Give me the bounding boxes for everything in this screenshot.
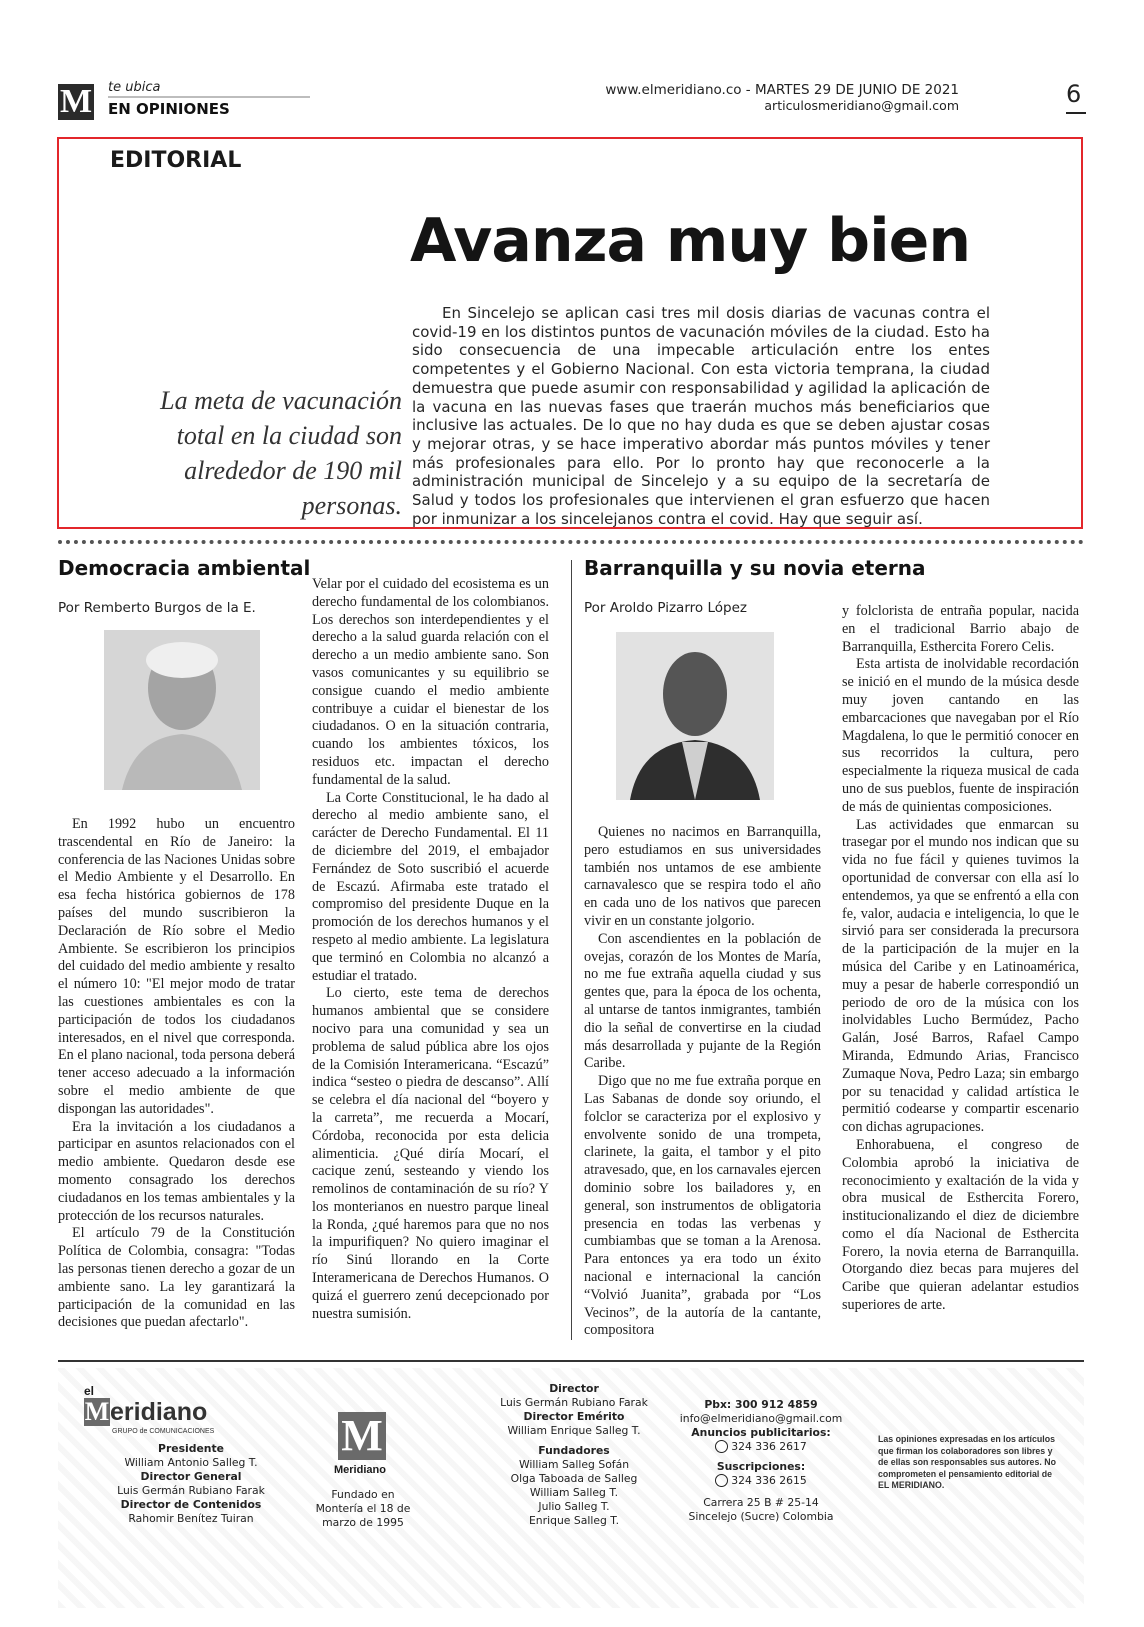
paragraph: La Corte Constitucional, le ha dado al derecho al medio ambiente sano, el carácter de Derecho Fundamental. El 11 de diciembre del 2019, el embajador Fernández de Soto suscribió el acuerde de Escazú. Afirmaba este tratado el compromiso del presidente Duque en la promoción de los derechos humanos y el respeto al medio ambiente. La legislatura que terminó en Colombia no alcanzó a estudiar el tratado. — [312, 789, 549, 984]
editorial-pull-quote: La meta de vacunación total en la ciudad son alrededor de 190 mil personas. — [160, 386, 402, 520]
paragraph: Lo cierto, este tema de derechos humanos ambiental que se considere nocivo para una comunidad y sea un problema de salud pública abre los ojos de la Comisión Interamericana. “Escazú” indica “sesteo o piedra de descanso”. Allí se celebra el día nacional del “boyero y la carreta”, me recuerda a Mocarí, Córdoba, reconocida por esta delicia alimenticia. ¿Qué diría Mocarí, el cacique zenú, sesteando y viendo los remolinos de contaminación de su río? Y los monterianos en nuestro parque lineal la Ronda, ¿qué haremos para que no nos la impurifiquen? No quiero imaginar el río Sinú llorando en la Corte Interamericana de Derechos Humanos. O quizá el guerrero zenú decepcionado por nuestra sumisión. — [312, 985, 549, 1322]
fundador: Enrique Salleg T. — [528, 1514, 620, 1527]
director-contenidos-label: Director de Contenidos — [120, 1498, 262, 1511]
footer-rule — [58, 1360, 1084, 1362]
paragraph: Quienes no nacimos en Barranquilla, pero estudiamos en sus universidades también nos untamos de ese ambiente carnavalesco que se respira todo el año en cada uno de los nativos que parecen vivir en un constante jolgorio. — [584, 824, 821, 929]
author-portrait-icon — [104, 630, 260, 790]
brand-el: el — [84, 1384, 95, 1398]
director-general-name: Luis Germán Rubiano Farak — [117, 1484, 265, 1497]
director-emerito-label: Director Emérito — [523, 1410, 625, 1423]
director-contenidos-name: Rahomir Benítez Tuiran — [128, 1512, 254, 1525]
brand-group: GRUPO de COMUNICACIONES — [112, 1428, 215, 1435]
fundador: Olga Taboada de Salleg — [510, 1472, 638, 1485]
paragraph: En 1992 hubo un encuentro trascendental en Río de Janeiro: la conferencia de las Naciones Unidas sobre el Medio Ambiente y el Desarrollo. En esa fecha histórica gobiernos de 178 países del mundo suscribieron la Declaración de Río sobre el Medio Ambiente. Se escribieron los principios del cuidado del medio ambiente y resalto el número 10: "El mejor modo de tratar las cuestiones ambientales es con la participación de todos los ciudadanos interesados, en el nivel que corresponda. En el plano nacional, toda persona deberá tener acceso adecuado a la información sobre el medio ambiente de que dispongan las autoridades". — [58, 816, 295, 1117]
editorial-label: EDITORIAL — [110, 148, 242, 173]
address-line-2: Sincelejo (Sucre) Colombia — [688, 1510, 834, 1523]
paragraph: Digo que no me fue extraña porque en Las Sabanas de donde soy oriundo, el folclor se caracteriza por el explosivo y envolvente sonido de una trompeta, clarinete, la gaita, el tambor y el pito atravesado, que, en los carnavales ejercen dominio sobre los bailadores y, en general, son instrumentos de obligatoria presencia en todas las verbenas y cumbiambas que se toman a la Arenosa. Para entonces ya era todo un éxito nacional e internacional la canción “Volvió Juanita”, grabada por “Los Vecinos”, de la autoría de la cantante, compositora — [584, 1073, 821, 1339]
director-name: Luis Germán Rubiano Farak — [500, 1396, 648, 1409]
author-photo-burgos — [104, 630, 260, 790]
article1-byline: Por Remberto Burgos de la E. — [58, 600, 256, 616]
paragraph: y folclorista de entraña popular, nacida en el tradicional Barrio abajo de Barranquilla, Esthercita Forero Celis. — [842, 603, 1079, 655]
footer-staff-center — [474, 1382, 674, 1528]
pbx[interactable]: Pbx: 300 912 4859 — [704, 1398, 818, 1411]
paragraph: Con ascendientes en la población de ovejas, corazón de los Montes de María, no me fue extraña aquella ciudad y sus gentes que, para la época de los ochenta, al untarse de tantos inmigrantes, también dio la señal de convertirse en la ciudad más desarrollada y pujante de la Región Caribe. — [584, 930, 821, 1072]
brand-m-icon: M — [84, 1397, 110, 1426]
paragraph: Esta artista de inolvidable recordación se inició en el mundo de la música desde muy joven cantando en las embarcaciones que navegaban por el Río Magdalena, lo que le permitió conocer en sus recorridos la cultura, pero especialmente la riqueza musical de cada uno de sus pueblos, fuente de inspiración de más de quinientas composiciones. — [842, 656, 1079, 815]
suscripciones-phone: 324 336 2615 — [731, 1474, 807, 1487]
paragraph: Era la invitación a los ciudadanos a participar en asuntos relacionados con el medio ambiente. Quedaron desde ese momento consagrado los derechos ciudadanos en los temas ambientales y la protección de los recursos naturales. — [58, 1118, 295, 1224]
column-rule — [571, 560, 572, 1340]
article2-byline: Por Aroldo Pizarro López — [584, 600, 747, 616]
fundador: William Salleg T. — [529, 1486, 619, 1499]
brand-name: eridiano — [110, 1398, 208, 1426]
article2-column-1 — [584, 824, 821, 1346]
header-date[interactable]: www.elmeridiano.co - MARTES 29 DE JUNIO DE 2021 — [605, 82, 959, 98]
suscripciones-contact[interactable] — [676, 1474, 846, 1488]
anuncios-contact[interactable] — [676, 1440, 846, 1454]
author-portrait-icon — [616, 632, 774, 800]
header-tagline: te ubica — [108, 80, 161, 95]
author-photo-pizarro — [616, 632, 774, 800]
paragraph: Velar por el cuidado del ecosistema es un derecho fundamental de los colombianos. Los derechos son interdependientes y el derecho a la salud guarda relación con el derecho a un medio ambiente sano. Son vasos comunicantes y su equilibrio se consigue cuando el medio ambiente contribuye a cuidar el bienestar de los ciudadanos. O en la situación contraria, cuando los ambientes tóxicos, los residuos etc. impactan el derecho fundamental de la salud. — [312, 576, 549, 788]
footer-disclaimer: Las opiniones expresadas en los artículos que firman los colaboradores son libres y de ellas son responsables sus autores. No comprometen el pensamiento editorial de EL MERIDIANO. — [878, 1434, 1056, 1490]
editorial-title: Avanza muy bien — [410, 206, 971, 276]
article1-column-2 — [312, 576, 549, 1346]
footer-logo-name: Meridiano — [334, 1464, 386, 1476]
presidente-label: Presidente — [158, 1442, 224, 1455]
fundadores-label: Fundadores — [538, 1444, 610, 1457]
footer-staff-left — [76, 1442, 306, 1526]
whatsapp-icon — [715, 1440, 728, 1453]
section-name: EN OPINIONES — [108, 100, 230, 118]
director-emerito-name: William Enrique Salleg T. — [507, 1424, 641, 1437]
anuncios-phone: 324 336 2617 — [731, 1440, 807, 1453]
article1-column-1 — [58, 816, 295, 1346]
article2-column-2 — [842, 603, 1079, 1346]
footer-brand — [84, 1384, 264, 1435]
paragraph: Enhorabuena, el congreso de Colombia aprobó la iniciativa de reconocimiento y exaltación de la vida y obra musical de Esthercita Forero, institucionalizando el diez de diciembre como el día Nacional de Esthercita Forero, la novia eterna de Barranquilla. Otorgando diez becas para mujeres del Caribe que quieran adelantar estudios superiores de arte. — [842, 1136, 1079, 1314]
presidente-name: William Antonio Salleg T. — [124, 1456, 258, 1469]
footer-logo-icon: M — [338, 1412, 386, 1460]
address-line-1: Carrera 25 B # 25-14 — [703, 1496, 819, 1509]
paragraph: El artículo 79 de la Constitución Política de Colombia, consagra: "Todas las personas tienen derecho a gozar de un ambiente sano. La ley garantizará la participación de la comunidad en las decisiones que puedan afectarlo". — [58, 1225, 295, 1331]
header-email[interactable]: articulosmeridiano@gmail.com — [764, 98, 959, 113]
article1-title: Democracia ambiental — [58, 556, 311, 580]
header-divider — [108, 96, 310, 98]
fundador: Julio Salleg T. — [538, 1500, 610, 1513]
fundador: William Salleg Sofán — [518, 1458, 630, 1471]
footer-founded: Fundado en Montería el 18 de marzo de 1995 — [315, 1488, 411, 1529]
brand-wordmark — [84, 1398, 264, 1428]
dotted-separator — [58, 540, 1084, 544]
director-label: Director — [549, 1382, 599, 1395]
editorial-body: En Sincelejo se aplican casi tres mil dosis diarias de vacunas contra el covid-19 en los distintos puntos de vacunación móviles de la ciudad. Esto ha sido consecuencia de una impecable articulación entre los entes competentes y el Gobierno Nacional. Con esta victoria temprana, la ciudad demuestra que puede asumir con responsabilidad y agilidad la aplicación de la vacuna en las nuevas fases que traerán muchos más beneficiarios que inclusive las actuales. De lo que no hay duda es que se deben ajustar cosas y mejorar otras, y se hace imperativo abordar más puntos móviles y tener más profesionales para ello. Por lo pronto hay que reconocerle a la administración municipal de Sincelejo y a su equipo de la secretaría de Salud y todos los profesionales que intervienen el gran esfuerzo que hacen por inmunizar a los sincelejanos contra el covid. Hay que seguir así. — [412, 304, 990, 528]
footer-contact — [676, 1398, 846, 1524]
article2-title: Barranquilla y su novia eterna — [584, 556, 926, 580]
whatsapp-icon — [715, 1474, 728, 1487]
director-general-label: Director General — [140, 1470, 242, 1483]
page-number-underline — [1066, 112, 1086, 114]
suscripciones-label: Suscripciones: — [716, 1460, 806, 1473]
page-number: 6 — [1066, 80, 1082, 108]
contact-email[interactable]: info@elmeridiano@gmail.com — [679, 1412, 843, 1425]
anuncios-label: Anuncios publicitarios: — [691, 1426, 831, 1439]
header-logo[interactable]: M — [59, 83, 93, 120]
paragraph: Las actividades que enmarcan su trasegar por el mundo nos indican que su vida no fue fácil y quienes tuvimos la oportunidad de conversar con ella así lo entendemos, ya que se enfrentó a ella con fe, valor, audacia e inteligencia, lo que le sirvió para ser considerada la precursora de la participación de la mujer en la música del Caribe y en Latinoamérica, muy a pesar de haberle correspondió un periodo de oro de la música con los inolvidables Lucho Bermúdez, Pacho Galán, José Barros, Rafael Campo Miranda, Edmundo Arias, Francisco Zumaque Nova, Pedro Laza; sin embargo por su tenacidad y calidad artística le permitió codearse y compartir escenario con dichas agrupaciones. — [842, 816, 1079, 1136]
